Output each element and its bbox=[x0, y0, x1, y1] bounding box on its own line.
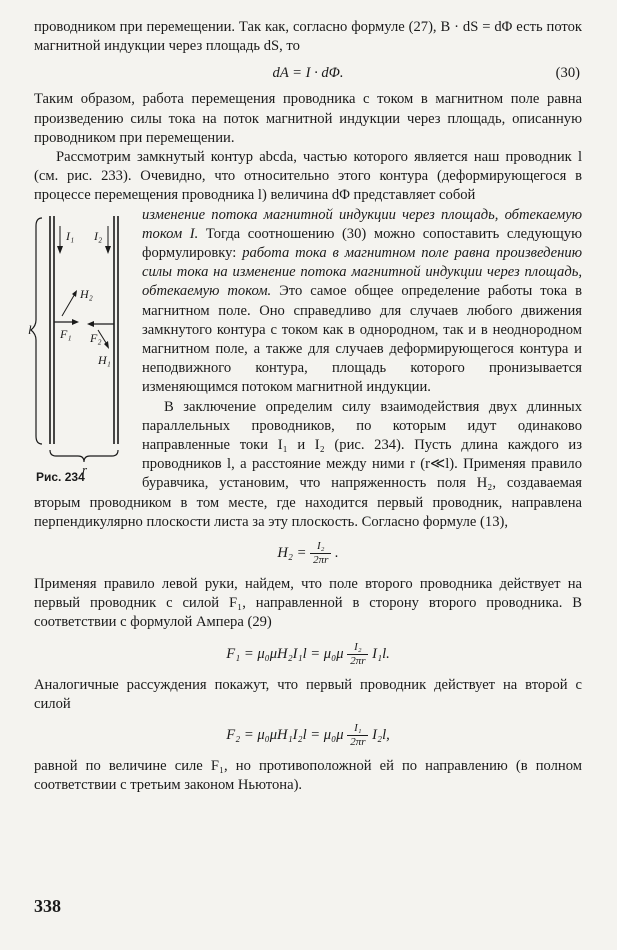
paragraph-4: В заключение определим силу взаимодействия двух длинных параллельных проводников, по которым идут одинаково направленные токи I₁ и I₂ (рис. 234). Пусть длина каждого из проводников l, а расстояние между ними r (r≪l). Применяя правило буравчика, установим, что напряженность поля H₂, создаваемая вторым проводником в том месте, где находится первый проводник, направлена перпендикулярно плоскости листа за эту плоскость. Согласно формуле (13), bbox=[34, 398, 582, 530]
paragraph-3-cont: изменение потока магнитной индукции через площадь, обтекаемую током I. Тогда соотношению (30) можно сопоставить следующую формулировку: работа тока в магнитном поле равна произведению силы тока на изменение потока магнитной индукции через площадь, обтекаемую током. Это самое общее определение работы тока в магнитном поле. Оно справедливо для случаев любого движения замкнутого контура с током как в однородном, так и в неоднородном магнитном поле, а также для случаев деформирующегося контура и неподвижного контура, площадь которого пронизывается изменяющимся потоком магнитной индукции. bbox=[142, 206, 582, 396]
paragraph-2: Таким образом, работа перемещения проводника с током в магнитном поле равна произведению силы тока на поток магнитной индукции через площадь, описанную проводником при перемещении. bbox=[34, 91, 582, 146]
label-h2: H₂ bbox=[80, 287, 93, 301]
equation-number: (30) bbox=[555, 65, 580, 82]
paragraph-1: проводником при перемещении. Так как, согласно формуле (27), B · dS = dΦ есть поток магнитной индукции через площадь dS, то bbox=[34, 19, 582, 55]
label-h1: H₁ bbox=[98, 353, 111, 367]
figure-caption: Рис. 234 bbox=[36, 470, 85, 484]
inline-formula-line: B · dS = dΦ есть поток магнитной индукции через площадь dS, то bbox=[34, 19, 582, 55]
label-r: r bbox=[82, 462, 88, 477]
equation-f1: F₁ = μ₀μH₂I₁l = μ₀μ $\frac{\text{I₂}}{2\pi r}$ I₁l. bbox=[226, 640, 390, 667]
equation-f2: F₂ = μ₀μH₁I₂l = μ₀μ $\frac{\text{I₁}}{2\pi r}$ I₂l, bbox=[226, 722, 390, 749]
fraction: $\frac{\text{I₂}}{2\pi r}$ bbox=[310, 540, 331, 567]
equation-h2: H₂ = $\frac{\text{I₂}}{2\pi r}$ . bbox=[277, 540, 339, 567]
fraction: $\frac{\text{I₁}}{2\pi r}$ bbox=[347, 722, 368, 749]
equation-30: dA = I · dΦ. (30) bbox=[34, 62, 582, 84]
paragraph-5: Применяя правило левой руки, найдем, что поле второго проводника действует на первый проводник с силой F₁, направленной в сторону второго проводника. В соответствии с формулой Ампера (29) bbox=[34, 576, 582, 631]
label-f2: F₂ bbox=[90, 331, 102, 345]
length-brace bbox=[31, 218, 42, 444]
page-number: 338 bbox=[34, 896, 61, 916]
label-i1: I₁ bbox=[66, 229, 75, 243]
paragraph-3: Рассмотрим замкнутый контур abcda, частью которого является наш проводник l (см. рис. 233). Очевидно, что относительно этого контура (деформирующегося в процессе перемещения проводника l) величина dΦ представляет собой bbox=[34, 149, 582, 204]
field-arrow-h2 bbox=[62, 292, 76, 316]
distance-brace bbox=[50, 450, 118, 462]
fraction: $\frac{\text{I₂}}{2\pi r}$ bbox=[347, 641, 368, 668]
paragraph-7: равной по величине силе F₁, но противоположной ей по направлению (в полном соответствии с третьим законом Ньютона). bbox=[34, 758, 582, 794]
label-l: l bbox=[28, 322, 32, 337]
paragraph-6: Аналогичные рассуждения покажут, что первый проводник действует на второй с силой bbox=[34, 676, 582, 712]
label-i2: I₂ bbox=[94, 229, 103, 243]
figure-234-drawing bbox=[28, 212, 128, 502]
label-f1: F₁ bbox=[60, 327, 72, 341]
